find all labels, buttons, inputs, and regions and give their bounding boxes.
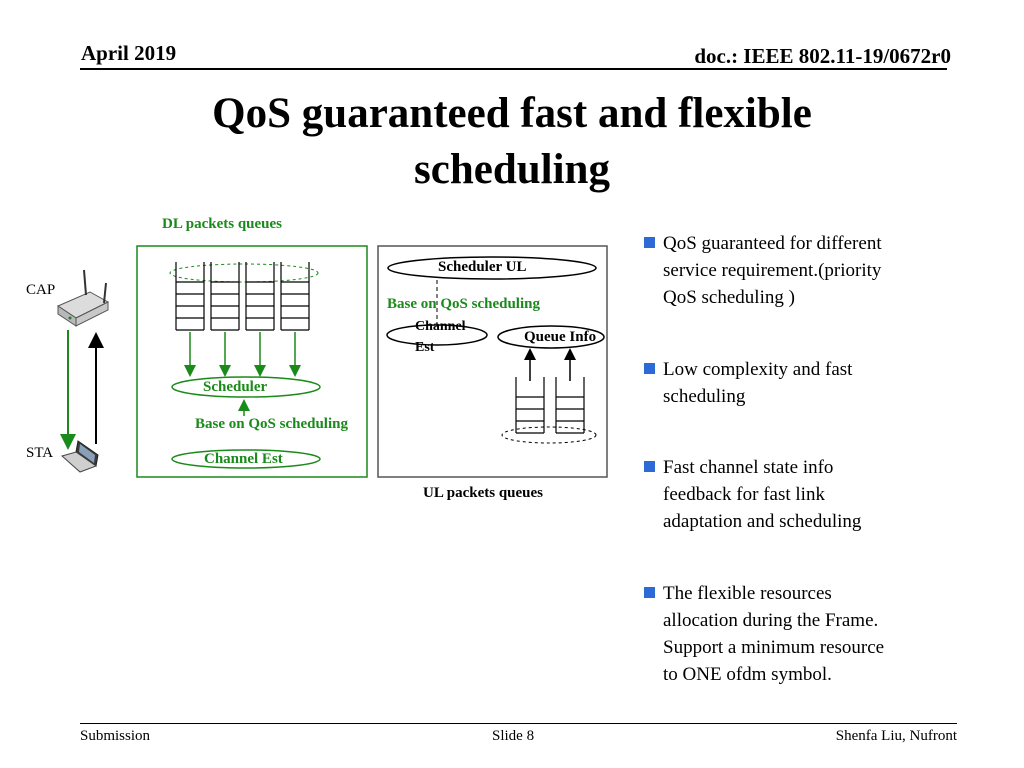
header-date: April 2019 <box>81 41 177 65</box>
bullet-line: QoS scheduling ) <box>663 287 795 308</box>
bullet-item-1 <box>644 230 944 311</box>
cap-label: CAP <box>26 282 56 298</box>
ul-scheduler-label: Scheduler UL <box>438 259 527 275</box>
bullet-item-4 <box>644 580 944 688</box>
footer-rule <box>80 723 957 724</box>
bullet-item-2 <box>644 356 944 410</box>
bullet-line: allocation during the Frame. <box>663 610 879 631</box>
ul-base-qos-label: Base on QoS scheduling <box>387 296 540 312</box>
bullet-line: feedback for fast link <box>663 484 825 505</box>
bullet-line: adaptation and scheduling <box>663 511 862 532</box>
slide-title-line-1: QoS guaranteed fast and flexible <box>212 90 812 137</box>
bullet-line: Support a minimum resource <box>663 637 885 658</box>
dl-base-qos-label: Base on QoS scheduling <box>195 416 348 432</box>
bullet-line: The flexible resources <box>663 583 832 604</box>
footer-submission: Submission <box>80 728 151 744</box>
ul-channel-est-label-2: Est <box>415 340 435 355</box>
bullet-line: QoS guaranteed for different <box>663 233 882 254</box>
bullet-square-icon <box>644 237 655 248</box>
ul-queue-info-label: Queue Info <box>524 329 597 345</box>
bullet-list <box>644 230 944 688</box>
dl-queue-column <box>211 262 239 330</box>
dl-channel-est-label: Channel Est <box>204 451 283 467</box>
ul-queue-column <box>556 377 584 433</box>
ul-queues <box>516 351 584 433</box>
bullet-line: scheduling <box>663 386 746 407</box>
dl-queue-group-ellipse <box>170 264 318 282</box>
ul-queue-column <box>516 377 544 433</box>
bullet-line: service requirement.(priority <box>663 260 882 281</box>
bullet-square-icon <box>644 587 655 598</box>
dl-queue-column <box>246 262 274 330</box>
bullet-line: Low complexity and fast <box>663 359 853 380</box>
dl-queues <box>176 262 309 374</box>
footer-author: Shenfa Liu, Nufront <box>835 728 957 744</box>
ul-channel-est-label-1: Channel <box>415 319 466 334</box>
sta-label: STA <box>26 445 54 461</box>
ul-queues-label: UL packets queues <box>423 485 544 501</box>
bullet-line: to ONE ofdm symbol. <box>663 664 832 685</box>
dl-box <box>137 246 367 477</box>
router-icon <box>58 270 108 326</box>
dl-scheduler-label: Scheduler <box>203 379 268 395</box>
dl-queue-column <box>281 262 309 330</box>
bullet-line: Fast channel state info <box>663 457 834 478</box>
bullet-square-icon <box>644 461 655 472</box>
footer-slide-number: Slide 8 <box>492 728 535 744</box>
bullet-item-3 <box>644 454 944 535</box>
bullet-square-icon <box>644 363 655 374</box>
slide-title-line-2: scheduling <box>414 146 610 193</box>
dl-queue-column <box>176 262 204 330</box>
dl-queues-label: DL packets queues <box>162 216 283 232</box>
scheduling-diagram <box>0 0 640 520</box>
header-doc: doc.: IEEE 802.11-19/0672r0 <box>694 44 951 68</box>
